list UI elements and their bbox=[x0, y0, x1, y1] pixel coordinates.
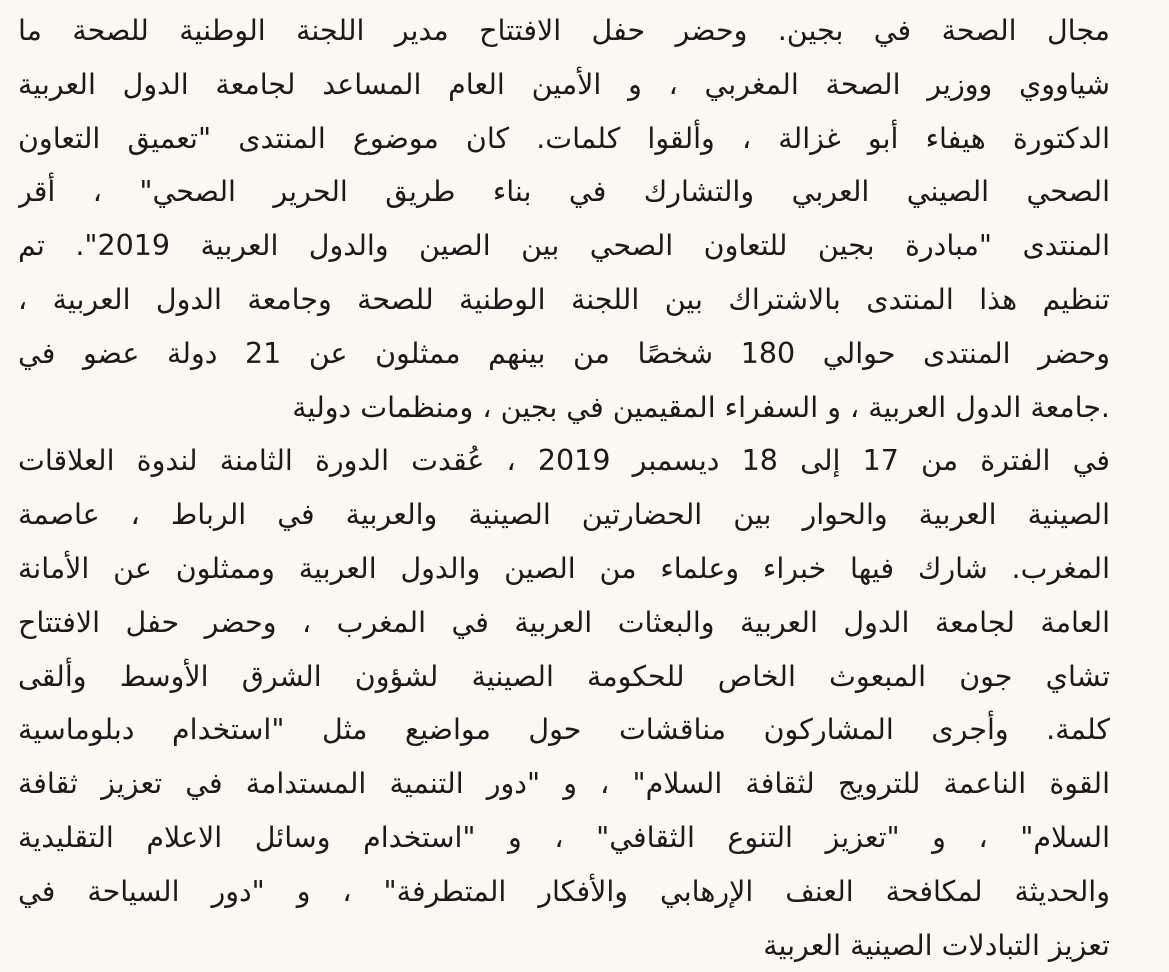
text-line: تشاي جون المبعوث الخاص للحكومة الصينية لشؤون الشرق الأوسط وألقى bbox=[18, 659, 1110, 693]
text-line: القوة الناعمة للترويج لثقافة السلام" ، و "دور التنمية المستدامة في تعزيز ثقافة bbox=[18, 767, 1110, 801]
text-line: .جامعة الدول العربية ، و السفراء المقيمين في بجين ، ومنظمات دولية bbox=[292, 390, 1110, 424]
text-line: كلمة. وأجرى المشاركون مناقشات حول مواضيع مثل "استخدام دبلوماسية bbox=[18, 713, 1110, 747]
text-line: تعزيز التبادلات الصينية العربية bbox=[763, 928, 1110, 962]
article-body bbox=[18, 4, 1110, 972]
text-line: الصحي الصيني العربي والتشارك في بناء طريق الحرير الصحي" ، أقر bbox=[18, 175, 1110, 209]
paragraph-health-forum bbox=[18, 4, 1110, 434]
text-line: الدكتورة هيفاء أبو غزالة ، وألقوا كلمات. كان موضوع المنتدى "تعميق التعاون bbox=[18, 121, 1110, 155]
text-line: العامة لجامعة الدول العربية والبعثات العربية في المغرب ، وحضر حفل الافتتاح bbox=[18, 605, 1110, 639]
text-line: وحضر المنتدى حوالي 180 شخصًا من بينهم ممثلون عن 21 دولة عضو في bbox=[18, 336, 1110, 370]
text-line: شياووي ووزير الصحة المغربي ، و الأمين العام المساعد لجامعة الدول العربية bbox=[18, 67, 1110, 101]
text-line: في الفترة من 17 إلى 18 ديسمبر 2019 ، عُقدت الدورة الثامنة لندوة العلاقات bbox=[18, 444, 1110, 478]
text-line: الصينية العربية والحوار بين الحضارتين الصينية والعربية في الرباط ، عاصمة bbox=[18, 498, 1110, 532]
text-line: والحديثة لمكافحة العنف الإرهابي والأفكار المتطرفة" ، و "دور السياحة في bbox=[18, 874, 1110, 908]
text-line: مجال الصحة في بجين. وحضر حفل الافتتاح مدير اللجنة الوطنية للصحة ما bbox=[18, 14, 1110, 47]
text-line: تنظيم هذا المنتدى بالاشتراك بين اللجنة الوطنية للصحة وجامعة الدول العربية ، bbox=[18, 282, 1110, 316]
paragraph-rabat-symposium bbox=[18, 434, 1110, 972]
text-line: السلام" ، و "تعزيز التنوع الثقافي" ، و "استخدام وسائل الاعلام التقليدية bbox=[18, 820, 1110, 854]
text-line: المغرب. شارك فيها خبراء وعلماء من الصين والدول العربية وممثلون عن الأمانة bbox=[18, 551, 1110, 585]
text-line: المنتدى "مبادرة بجين للتعاون الصحي بين الصين والدول العربية 2019". تم bbox=[18, 229, 1110, 263]
